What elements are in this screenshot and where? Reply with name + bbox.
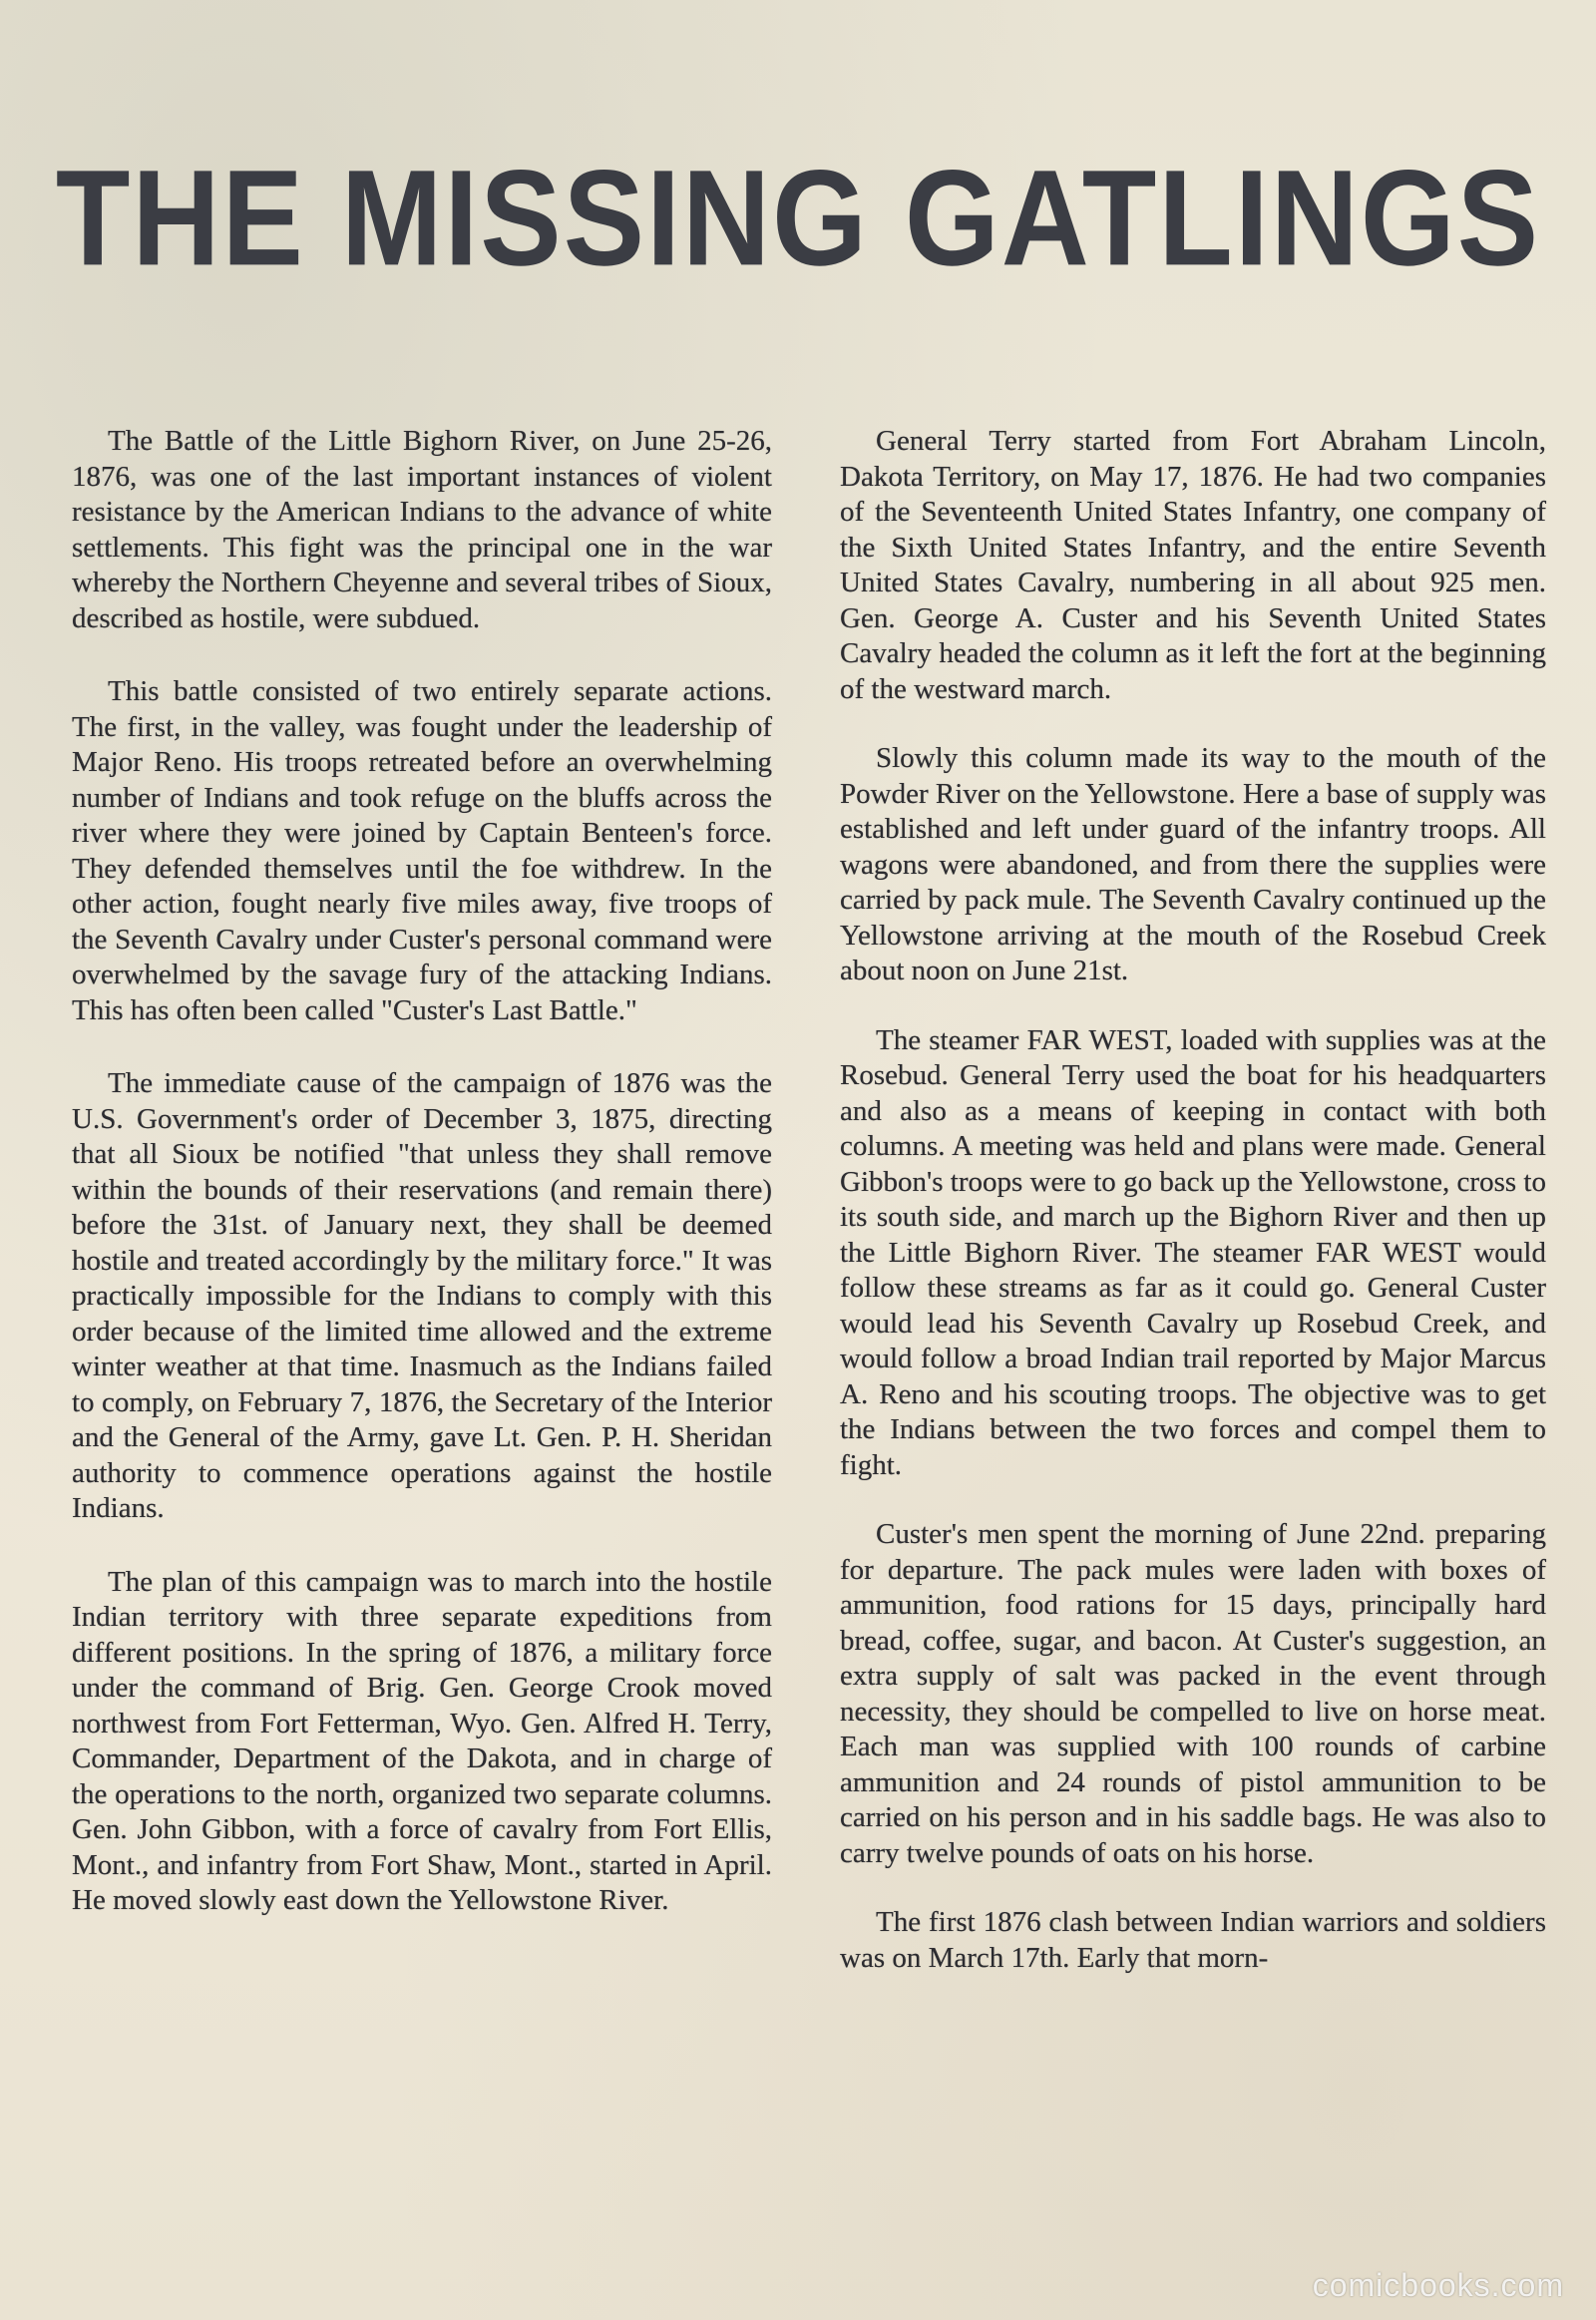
paragraph: The Battle of the Little Bighorn River, on June 25-26, 1876, was one of the last important instances of violent resistance by the American Indians to the advance of white settlements. This fight was the principal one in the war whereby the Northern Cheyenne and several tribes of Sioux, described as hostile, were subdued.: [72, 425, 772, 634]
paragraph: General Terry started from Fort Abraham Lincoln, Dakota Territory, on May 17, 1876. He had two companies of the Seventeenth United States Infantry, one company of the Sixth United States Infantry, and the entire Seventh United States Cavalry, numbering in all about 925 men. Gen. George A. Custer and his Seventh United States Cavalry headed the column as it left the fort at the beginning of the westward march.: [840, 425, 1546, 705]
paragraph: The steamer FAR WEST, loaded with supplies was at the Rosebud. General Terry used the boat for his headquarters and also as a means of keeping in contact with both columns. A meeting was held and plans were made. General Gibbon's troops were to go back up the Yellowstone, cross to its south side, and march up the Bighorn River and then up the Little Bighorn River. The steamer FAR WEST would follow these streams as far as it could go. General Custer would lead his Seventh Cavalry up Rosebud Creek, and would follow a broad Indian trail reported by Major Marcus A. Reno and his scouting troops. The objective was to get the Indians between the two forces and compel them to fight.: [840, 1023, 1546, 1481]
left-column: [72, 424, 772, 1957]
paragraph: Slowly this column made its way to the mouth of the Powder River on the Yellowstone. Here a base of supply was established and left under guard of the infantry troops. All wagons were abandoned, and from there the supplies were carried by pack mule. The Seventh Cavalry continued up the Yellowstone arriving at the mouth of the Rosebud Creek about noon on June 21st.: [840, 742, 1546, 986]
paragraph: The immediate cause of the campaign of 1876 was the U.S. Government's order of December 3, 1875, directing that all Sioux be notified "that unless they shall remove within the bounds of their reservations (and remain there) before the 31st. of January next, they shall be deemed hostile and treated accordingly by the military force." It was practically impossible for the Indians to comply with this order because of the limited time allowed and the extreme winter weather at that time. Inasmuch as the Indians failed to comply, on February 7, 1876, the Secretary of the Interior and the General of the Army, gave Lt. Gen. P. H. Sheridan authority to commence operations against the hostile Indians.: [72, 1067, 772, 1524]
paragraph: The first 1876 clash between Indian warriors and soldiers was on March 17th. Early that morn-: [840, 1906, 1546, 1974]
page-title: THE MISSING GATLINGS: [55, 142, 1541, 294]
paragraph: Custer's men spent the morning of June 22nd. preparing for departure. The pack mules were laden with boxes of ammunition, food rations for 15 days, principally hard bread, coffee, sugar, and bacon. At Custer's suggestion, an extra supply of salt was packed in the event through necessity, they should be compelled to live on horse meat. Each man was supplied with 100 rounds of carbine ammunition and 24 rounds of pistol ammunition to be carried on his person and in his saddle bags. He was also to carry twelve pounds of oats on his horse.: [840, 1518, 1546, 1869]
paragraph: The plan of this campaign was to march into the hostile Indian territory with three separate expeditions from different positions. In the spring of 1876, a military force under the command of Brig. Gen. George Crook moved northwest from Fort Fetterman, Wyo. Gen. Alfred H. Terry, Commander, Department of the Dakota, and in charge of the operations to the north, organized two separate columns. Gen. John Gibbon, with a force of cavalry from Fort Ellis, Mont., and infantry from Fort Shaw, Mont., started in April. He moved slowly east down the Yellowstone River.: [72, 1565, 772, 1916]
paragraph: This battle consisted of two entirely separate actions. The first, in the valley, was fought under the leadership of Major Reno. His troops retreated before an overwhelming number of Indians and took refuge on the bluffs across the river where they were joined by Captain Benteen's force. They defended themselves until the foe withdrew. In the other action, fought nearly five miles away, five troops of the Seventh Cavalry under Custer's personal command were overwhelmed by the savage fury of the attacking Indians. This has often been called "Custer's Last Battle.": [72, 675, 772, 1026]
right-column: [840, 424, 1546, 2010]
watermark: comicbooks.com: [1312, 2267, 1564, 2303]
